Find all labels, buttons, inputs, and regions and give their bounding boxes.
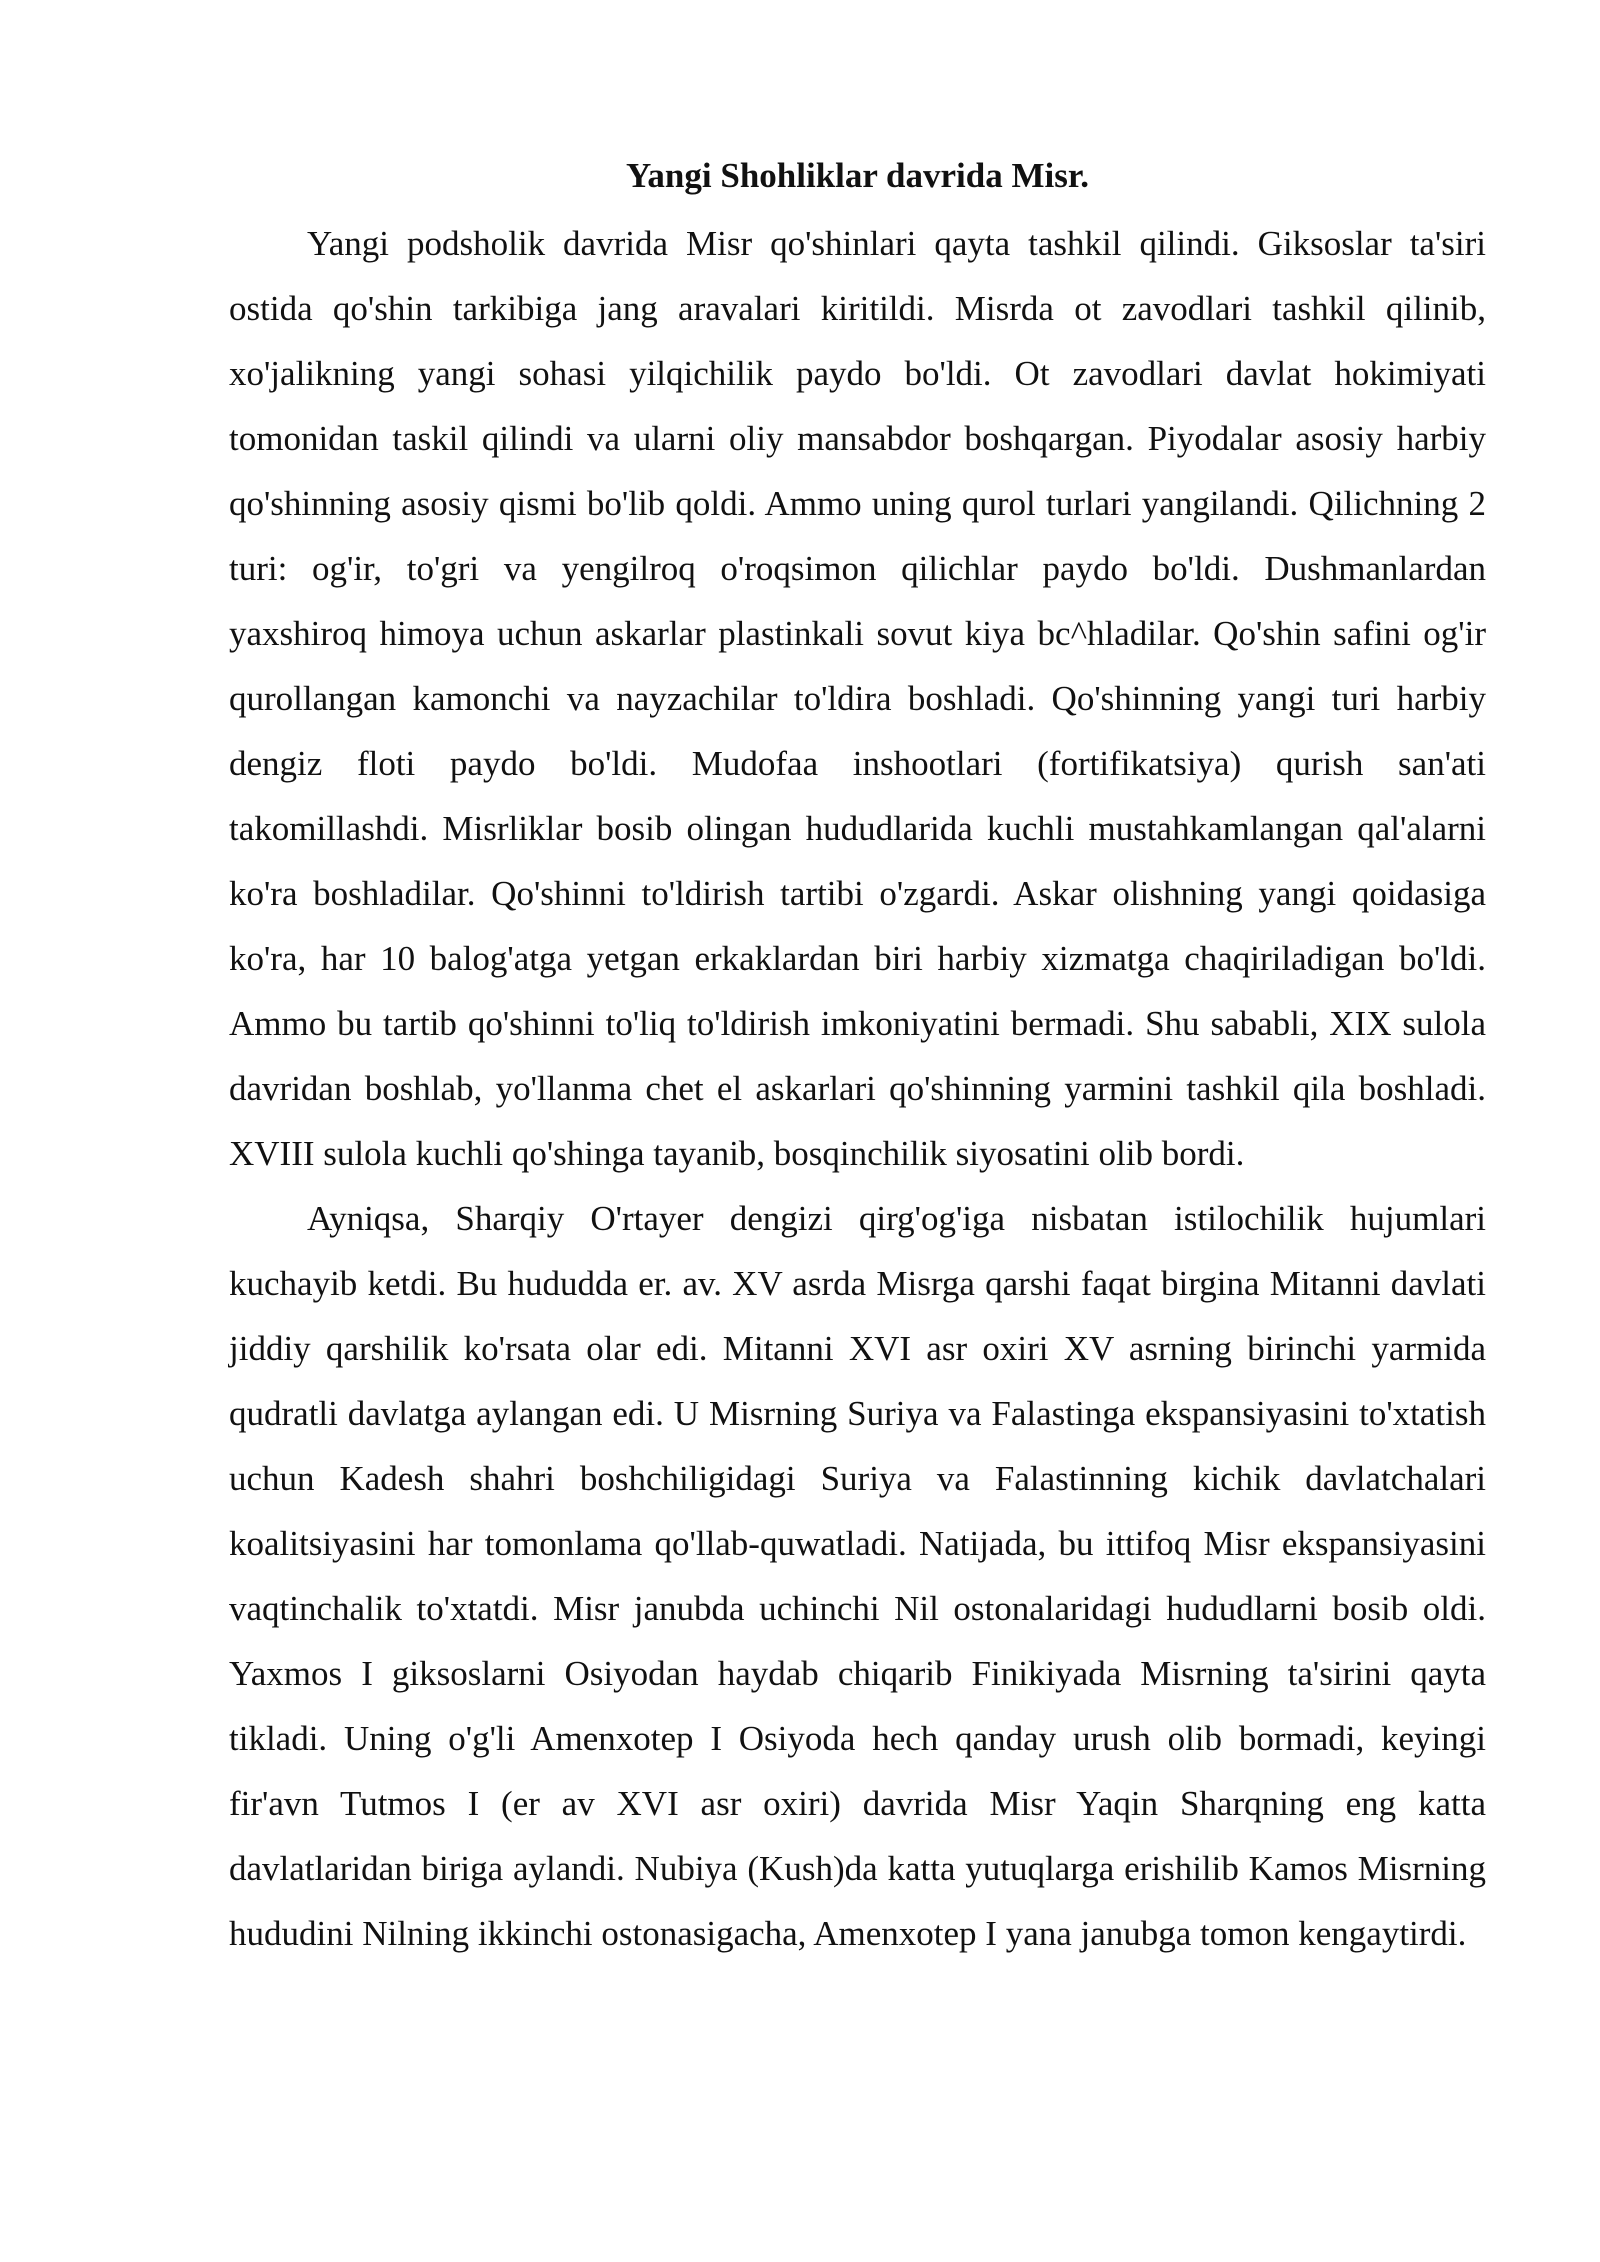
document-title: Yangi Shohliklar davrida Misr.	[626, 156, 1089, 195]
document-body	[229, 148, 1486, 1966]
paragraph-2: Ayniqsa, Sharqiy O'rtayer dengizi qirg'og'iga nisbatan istilochilik hujumlari kuchayib ketdi. Bu hududda er. av. XV asrda Misrga qarshi faqat birgina Mitanni davlati jiddiy qarshilik ko'rsata olar edi. Mitanni XVI asr oxiri XV asrning birinchi yarmida qudratli davlatga aylangan edi. U Misrning Suriya va Falastinga ekspansiyasini to'xtatish uchun Kadesh shahri boshchiligidagi Suriya va Falastinning kichik davlatchalari koalitsiyasini har tomonlama qo'llab-quwatladi. Natijada, bu ittifoq Misr ekspansiyasini vaqtinchalik to'xtatdi. Misr janubda uchinchi Nil ostonalaridagi hududlarni bosib oldi. Yaxmos I giksoslarni Osiyodan haydab chiqarib Finikiyada Misrning ta'sirini qayta tikladi. Uning o'g'li Amenxotep I Osiyoda hech qanday urush olib bormadi, keyingi fir'avn Tutmos I (er av XVI asr oxiri) davrida Misr Yaqin Sharqning eng katta davlatlaridan biriga aylandi. Nubiya (Kush)da katta yutuqlarga erishilib Kamos Misrning hududini Nilning ikkinchi ostonasigacha, Amenxotep I yana janubga tomon kengaytirdi.	[229, 1199, 1486, 1953]
paragraph-1: Yangi podsholik davrida Misr qo'shinlari qayta tashkil qilindi. Giksoslar ta'siri ostida qo'shin tarkibiga jang aravalari kiritildi. Misrda ot zavodlari tashkil qilinib, xo'jalikning yangi sohasi yilqichilik paydo bo'ldi. Ot zavodlari davlat hokimiyati tomonidan taskil qilindi va ularni oliy mansabdor boshqargan. Piyodalar asosiy harbiy qo'shinning asosiy qismi bo'lib qoldi. Ammo uning qurol turlari yangilandi. Qilichning 2 turi: og'ir, to'gri va yengilroq o'roqsimon qilichlar paydo bo'ldi. Dushmanlardan yaxshiroq himoya uchun askarlar plastinkali sovut kiya bc^hladilar. Qo'shin safini og'ir qurollangan kamonchi va nayzachilar to'ldira boshladi. Qo'shinning yangi turi harbiy dengiz floti paydo bo'ldi. Mudofaa inshootlari (fortifikatsiya) qurish san'ati takomillashdi. Misrliklar bosib olingan hududlarida kuchli mustahkamlangan qal'alarni ko'ra boshladilar. Qo'shinni to'ldirish tartibi o'zgardi. Askar olishning yangi qoidasiga ko'ra, har 10 balog'atga yetgan erkaklardan biri harbiy xizmatga chaqiriladigan bo'ldi. Ammo bu tartib qo'shinni to'liq to'ldirish imkoniyatini bermadi. Shu sababli, XIX sulola davridan boshlab, yo'llanma chet el askarlari qo'shinning yarmini tashkil qila boshladi. XVIII sulola kuchli qo'shinga tayanib, bosqinchilik siyosatini olib bordi.	[229, 224, 1486, 1173]
